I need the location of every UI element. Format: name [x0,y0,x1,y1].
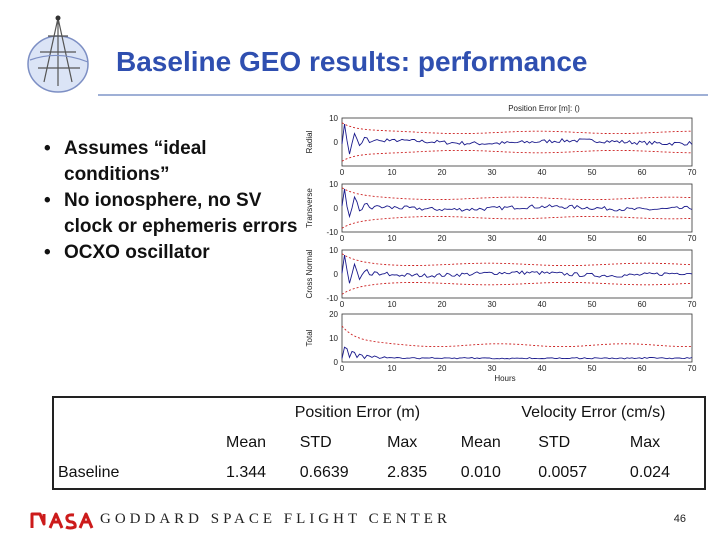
error-series-line [342,255,692,283]
sigma-bound-line [342,123,692,134]
x-tick-label: 10 [387,364,397,373]
x-tick-label: 20 [437,234,447,243]
chart-svg [288,100,708,390]
error-series-line [342,347,692,359]
x-tick-label: 10 [387,168,397,177]
x-tick-label: 70 [687,234,697,243]
x-tick-label: 0 [339,364,345,373]
table-cell: 0.010 [457,458,534,489]
column-header: STD [299,434,332,451]
position-error-header: Position Error (m) [222,397,457,428]
y-tick-label: 10 [329,180,338,189]
y-tick-label: 0 [333,138,338,147]
y-tick-label: 0 [333,204,338,213]
nasa-logo-icon [30,510,94,530]
y-axis-label: Radial [305,130,314,154]
panel-frame [342,314,692,362]
panel-frame [342,250,692,298]
y-tick-label: 10 [329,114,338,123]
chart-title: Position Error [m]: () [508,104,580,113]
sigma-bound-line [342,254,692,266]
x-tick-label: 60 [637,168,647,177]
x-tick-label: 60 [637,300,647,309]
table-empty-cell [53,428,222,458]
table-header-row [53,397,705,428]
results-table [52,396,706,490]
table-subheader-row [53,428,705,458]
bullet-item [44,136,304,188]
row-label: Baseline [53,458,222,489]
panel-frame [342,118,692,166]
velocity-error-header: Velocity Error (cm/s) [457,397,705,428]
sigma-bound-line [342,216,692,228]
x-axis-label: Hours [494,374,516,383]
error-series-line [342,189,692,217]
column-header: Mean [226,434,267,451]
column-header: STD [538,434,571,451]
bullet-text: Assumes “ideal conditions” [64,138,207,185]
x-tick-label: 70 [687,168,697,177]
sigma-bound-line [342,188,692,200]
bullet-icon: • [44,242,51,263]
page-title: Baseline GEO results: performance [116,46,588,77]
x-tick-label: 40 [537,364,547,373]
y-tick-label: 0 [333,358,338,367]
table-corner-cell [53,397,222,428]
sigma-bound-line [342,326,692,347]
x-tick-label: 10 [387,234,397,243]
y-tick-label: -10 [326,294,338,303]
bullet-text: No ionosphere, no SV clock or ephemeris errors [64,190,298,237]
table-cell: 1.344 [222,458,296,489]
bullet-list [44,136,304,266]
column-header: Max [626,428,705,458]
y-tick-label: -10 [326,228,338,237]
x-tick-label: 30 [487,364,497,373]
y-axis-label: Cross Normal [305,249,314,299]
table-cell: 2.835 [383,458,457,489]
x-tick-label: 60 [637,234,647,243]
table-cell: 0.6639 [296,458,383,489]
bullet-text: OCXO oscillator [64,242,210,263]
column-header: Mean [460,434,501,451]
error-series-line [342,124,692,154]
x-tick-label: 20 [437,300,447,309]
y-axis-label: Transverse [305,188,314,228]
x-tick-label: 70 [687,364,697,373]
y-tick-label: 20 [329,310,338,319]
sigma-bound-line [342,150,692,161]
page-number: 46 [673,513,686,525]
x-tick-label: 40 [537,300,547,309]
x-tick-label: 10 [387,300,397,309]
bullet-item [44,188,304,240]
position-error-chart [288,100,708,390]
y-axis-label: Total [305,329,314,347]
table-row [53,458,705,489]
x-tick-label: 40 [537,234,547,243]
bullet-icon: • [44,190,51,211]
x-tick-label: 0 [339,300,345,309]
x-tick-label: 50 [587,234,597,243]
x-tick-label: 30 [487,234,497,243]
x-tick-label: 0 [339,168,345,177]
x-tick-label: 50 [587,168,597,177]
x-tick-label: 50 [587,364,597,373]
x-tick-label: 0 [339,234,345,243]
x-tick-label: 30 [487,300,497,309]
table-cell: 0.0057 [534,458,626,489]
title-divider [98,94,708,96]
y-tick-label: 0 [333,270,338,279]
y-tick-label: 10 [329,246,338,255]
x-tick-label: 30 [487,168,497,177]
y-tick-label: 10 [329,334,338,343]
goddard-logo-icon [22,12,96,94]
column-header: Max [387,434,418,451]
table-cell: 0.024 [626,458,705,489]
x-tick-label: 70 [687,300,697,309]
x-tick-label: 50 [587,300,597,309]
x-tick-label: 60 [637,364,647,373]
sigma-bound-line [342,282,692,294]
x-tick-label: 20 [437,364,447,373]
footer-center-name: GODDARD SPACE FLIGHT CENTER [100,511,451,527]
x-tick-label: 20 [437,168,447,177]
bullet-icon: • [44,138,51,159]
bullet-item [44,240,304,266]
x-tick-label: 40 [537,168,547,177]
